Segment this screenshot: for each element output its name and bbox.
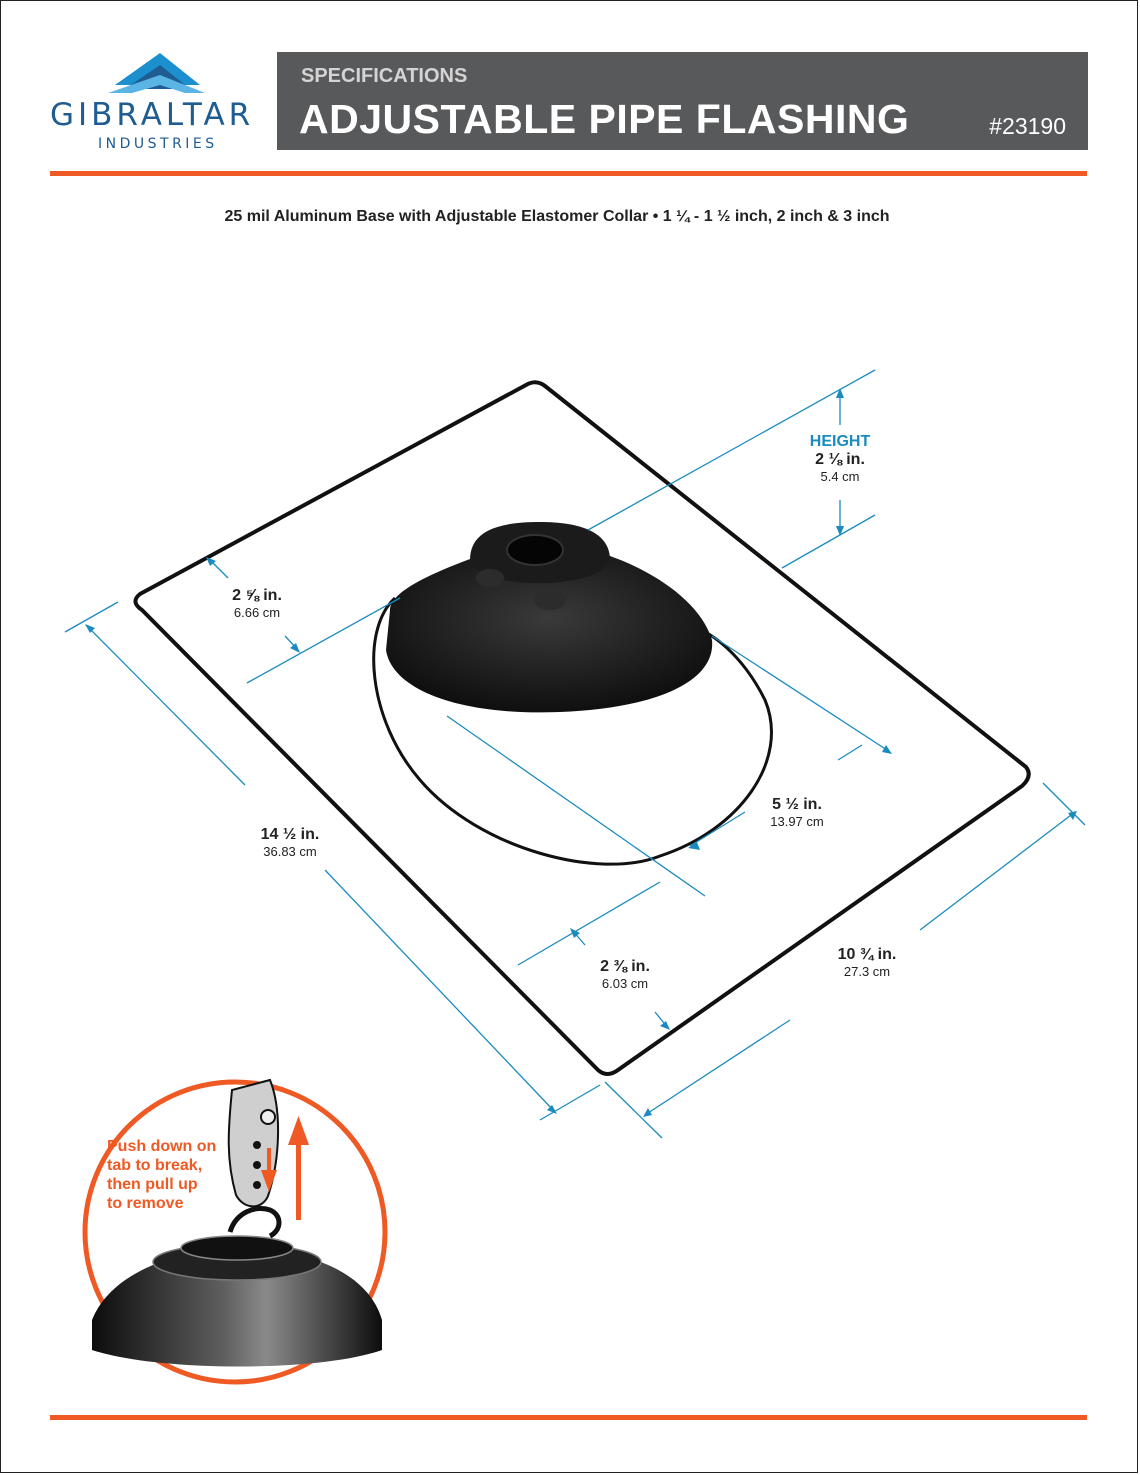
dim-collar-width-value: 5 ½ in. (772, 796, 822, 813)
brand-name: GIBRALTAR (50, 97, 255, 133)
dim-length (220, 826, 360, 859)
product-subtitle: 25 mil Aluminum Base with Adjustable Elastomer Collar • 1 ¼ - 1 ½ inch, 2 inch & 3 inch (224, 208, 890, 225)
dim-top-margin-metric: 6.66 cm (233, 605, 281, 620)
instruction-line: tab to break, (107, 1157, 203, 1174)
boot-collar-icon (386, 522, 712, 712)
dim-collar-width-metric: 13.97 cm (770, 814, 824, 829)
page-title: ADJUSTABLE PIPE FLASHING (299, 96, 910, 142)
dim-bottom-margin (555, 958, 695, 991)
dim-height-metric: 5.4 cm (820, 469, 860, 484)
removal-instructions (107, 1137, 216, 1213)
bottom-rule (50, 1415, 1087, 1420)
dim-bottom-margin-value: 2 ⅜ in. (600, 958, 650, 975)
brand-sub: INDUSTRIES (98, 136, 218, 152)
dim-length-metric: 36.83 cm (263, 844, 317, 859)
dim-length-value: 14 ½ in. (260, 826, 320, 843)
dimension-arrowheads (85, 388, 1077, 1117)
dim-width (797, 946, 937, 979)
dim-width-value: 10 ¾ in. (837, 946, 897, 963)
dim-top-margin (187, 587, 327, 620)
dim-height (770, 433, 910, 484)
header-kicker: SPECIFICATIONS (301, 65, 468, 87)
product-number: #23190 (989, 113, 1066, 139)
dim-height-label: HEIGHT (809, 433, 871, 450)
dim-collar-width (727, 796, 867, 829)
dim-width-metric: 27.3 cm (843, 964, 891, 979)
dim-bottom-margin-metric: 6.03 cm (601, 976, 649, 991)
dim-top-margin-value: 2 ⅝ in. (232, 587, 282, 604)
instruction-line: then pull up (107, 1176, 198, 1193)
dimension-lines (65, 370, 1085, 1138)
instruction-line: to remove (107, 1195, 184, 1212)
instruction-line: Push down on (107, 1138, 217, 1155)
dim-height-value: 2 ⅛ in. (815, 451, 865, 468)
